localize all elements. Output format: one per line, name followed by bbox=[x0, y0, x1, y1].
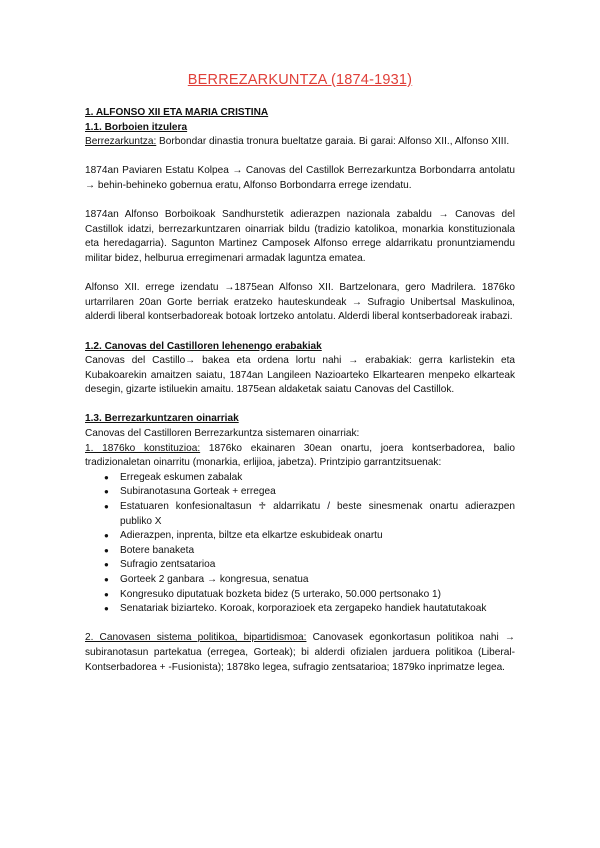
item-1-term: 1. 1876ko konstituzioa: bbox=[85, 442, 201, 454]
subsection-heading-1-1: 1.1. Borboien itzulera bbox=[85, 121, 188, 133]
paragraph-3: Alfonso XII. errege izendatu →1875ean Alfonso XII. Bartzelonara, gero Madrilera. 1876ko urtarrilaren 20an Gorte berriak eratzeko hauteskundeak → Sufragio Unibertsal Maskulinoa, alderdi liberal kontserbadoreak botoak lortzeko antolatu. Alderdi liberal kontserbadoreak irabazi. bbox=[85, 282, 515, 323]
subsection-heading-1-2: 1.2. Canovas del Castilloren lehenengo erabakiak bbox=[85, 340, 322, 352]
subsection-heading-1-3: 1.3. Berrezarkuntzaren oinarriak bbox=[85, 413, 239, 425]
definition-text: Borbondar dinastia tronura bueltatze garaia. Bi garai: Alfonso XII., Alfonso XIII. bbox=[156, 136, 510, 148]
list-item: ● Kongresuko diputatuak bozketa bidez (5 urterako, 50.000 pertsonako 1) bbox=[85, 588, 515, 603]
list-item: ● Adierazpen, inprenta, biltze eta elkartze eskubideak onartu bbox=[85, 529, 515, 544]
list-item: ● Senatariak biziarteko. Koroak, korporazioek eta zergapeko handiek hautatutakoak bbox=[85, 602, 515, 617]
section-heading: 1. ALFONSO XII ETA MARIA CRISTINA bbox=[85, 107, 269, 118]
list-item: ● Erregeak eskumen zabalak bbox=[85, 471, 515, 486]
item-1-text: 1876ko ekainaren 30ean onartu, joera kontserbadorea, balio tradizionaletan oinarritu (monarkia, erlijioa, jabetza). Printzipio garrantzitsuenak: bbox=[85, 442, 516, 469]
paragraph-2: 1874an Alfonso Borboikoak Sandhurstetik adierazpen nazionala zabaldu → Canovas del Castillok idatzi, berrezarkuntzaren oinarriak bildu (tradizio katolikoa, monarkia konstituzionala eta heredagarria). Sagunton Martinez Camposek Alfonso errege aldarrikatu pronuntziamendu militar bidez, helburua erregimenari armadak laguntza ematea. bbox=[85, 209, 515, 264]
paragraph-5: Canovas del Castilloren Berrezarkuntza sistemaren oinarriak: bbox=[85, 428, 360, 440]
list-item: ● Gorteek 2 ganbara → kongresua, senatua bbox=[85, 573, 515, 588]
list-item: ● Sufragio zentsatarioa bbox=[85, 558, 515, 573]
principles-list bbox=[85, 471, 515, 617]
list-item: ● Botere banaketa bbox=[85, 544, 515, 559]
document-body bbox=[85, 106, 515, 675]
document-title: BERREZARKUNTZA (1874-1931) bbox=[187, 72, 413, 88]
item-1-paragraph bbox=[85, 442, 515, 471]
list-item: ● Estatuaren konfesionaltasun ♱ aldarrikatu / beste sinesmenak onartu adierazpen publiko X bbox=[85, 500, 515, 529]
paragraph-4: Canovas del Castillo→ bakea eta ordena lortu nahi → erabakiak: gerra karlistekin eta Kubakoarekin amaitzen saiatu, 1874an Langileen Nazioarteko Elkartearen menpeko elkarteak desegin, gizarte istiluekin amaitu. 1875ean aldaketak saiatu Canovas del Castillok. bbox=[85, 355, 515, 396]
list-item: ● Subiranotasuna Gorteak + erregea bbox=[85, 485, 515, 500]
definition-paragraph bbox=[85, 135, 515, 150]
item-2-paragraph bbox=[85, 631, 515, 675]
item-2-text: Canovasek egonkortasun politikoa nahi → subiranotasun partekatua (erregea, Gorteak); bi alderdi ofizialen jarduera politikoa (Liberal-Kontserbadorea + -Fusionista); 1878ko legea, sufragio zentsatarioa; 1879ko inprimatze legea. bbox=[85, 632, 516, 673]
definition-term: Berrezarkuntza: bbox=[85, 136, 157, 148]
paragraph-1: 1874an Paviaren Estatu Kolpea → Canovas del Castillok Berrezarkuntza Borbondarra antolatu → behin-behineko gobernua eratu, Alfonso Borbondarra errege izendatu. bbox=[85, 165, 515, 191]
item-2-term: 2. Canovasen sistema politikoa, bipartidismoa: bbox=[85, 632, 307, 644]
